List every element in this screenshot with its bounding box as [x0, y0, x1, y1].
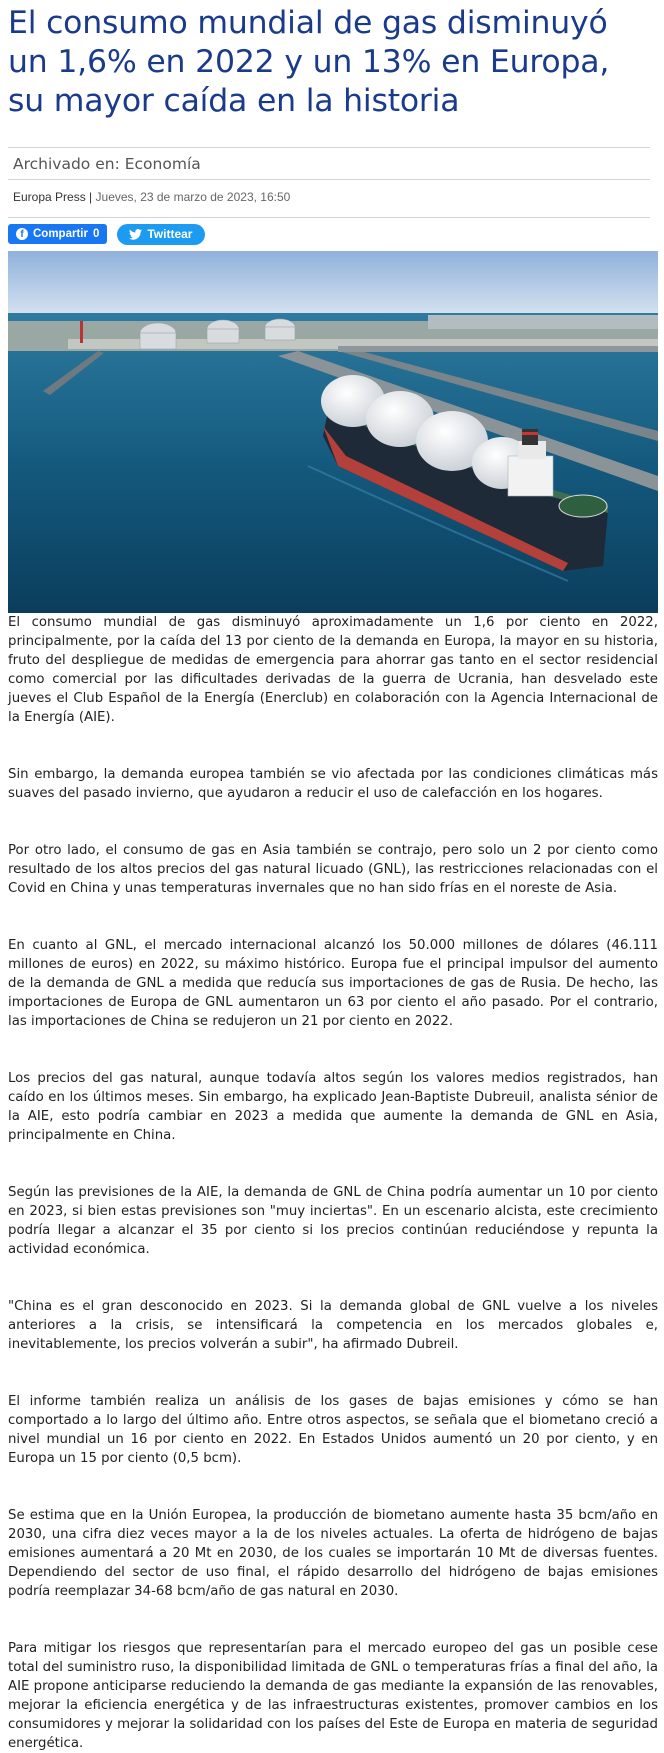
- facebook-share-label: Compartir: [33, 228, 88, 240]
- paragraph: El consumo mundial de gas disminuyó aproximadamente un 1,6 por ciento en 2022, principalmente, por la caída del 13 por ciento de la demanda en Europa, la mayor en su historia, fruto del despliegue de medidas de emergencia para ahorrar gas tanto en el sector residencial como comercial por las dificultades derivadas de la guerra de Ucrania, han desvelado este jueves el Club Español de la Energía (Enerclub) en colaboración con la Agencia Internacional de la Energía (AIE).: [8, 615, 658, 725]
- archived-label: Archivado en:: [13, 155, 120, 173]
- lng-tanker-photo: [8, 251, 658, 613]
- paragraph: Los precios del gas natural, aunque todavía altos según los valores medios registrados, han caído en los últimos meses. Sin embargo, ha explicado Jean-Baptiste Dubreuil, analista sénior de la AIE, esto podría cambiar en 2023 a medida que aumente la demanda de GNL en Asia, principalmente en China.: [8, 1071, 658, 1143]
- article-source: Europa Press: [13, 190, 86, 204]
- article-date: Jueves, 23 de marzo de 2023, 16:50: [95, 190, 291, 204]
- paragraph: "China es el gran desconocido en 2023. Si la demanda global de GNL vuelve a los niveles anteriores a la crisis, se intensificará la competencia en los mercados globales e, inevitablemente, los precios volverán a subir", ha afirmado Dubreil.: [8, 1299, 658, 1352]
- byline: [8, 180, 650, 218]
- article-title: El consumo mundial de gas disminuyó un 1,6% en 2022 y un 13% en Europa, su mayor caída en la historia: [8, 5, 610, 119]
- twitter-share-label: Twittear: [147, 227, 193, 241]
- twitter-bird-icon: [129, 229, 142, 240]
- paragraph: Se estima que en la Unión Europea, la producción de biometano aumente hasta 35 bcm/año en 2030, una cifra diez veces mayor a la de los niveles actuales. La oferta de hidrógeno de bajas emisiones aumentará a 20 Mt en 2030, de los cuales se importarán 10 Mt de diversas fuentes. Dependiendo del sector de uso final, el rápido desarrollo del hidrógeno de bajas emisiones podría reemplazar 34-68 bcm/año de gas natural en 2030.: [8, 1508, 658, 1599]
- paragraph: Sin embargo, la demanda europea también se vio afectada por las condiciones climáticas más suaves del pasado invierno, que ayudaron a reducir el uso de calefacción en los hogares.: [8, 767, 658, 801]
- facebook-share-count: 0: [92, 228, 100, 240]
- paragraph: Para mitigar los riesgos que representarían para el mercado europeo del gas un posible cese total del suministro ruso, la disponibilidad limitada de GNL o temperaturas frías a final del año, la AIE propone anticiparse reduciendo la demanda de gas mediante la expansión de las renovables, mejorar la eficiencia energética y de las infraestructuras existentes, promover cambios en los consumidores y mejorar la solidaridad con los países del Este de Europa en materia de seguridad energética.: [8, 1641, 658, 1751]
- article-body: [8, 613, 658, 1753]
- share-bar: [8, 223, 650, 245]
- paragraph: El informe también realiza un análisis de los gases de bajas emisiones y cómo se han comportado a lo largo del último año. Entre otros aspectos, se señala que el biometano creció a nivel mundial un 16 por ciento en 2022. En Estados Unidos aumentó un 20 por ciento, y en Europa un 15 por ciento (0,5 bcm).: [8, 1394, 658, 1466]
- facebook-icon: f: [16, 228, 28, 240]
- paragraph: Según las previsiones de la AIE, la demanda de GNL de China podría aumentar un 10 por ciento en 2023, si bien estas previsiones son "muy inciertas". En un escenario alcista, este crecimiento podría llegar a alcanzar el 35 por ciento si los precios continúan reduciéndose y repunta la actividad económica.: [8, 1185, 658, 1257]
- paragraph: Por otro lado, el consumo de gas en Asia también se contrajo, pero solo un 2 por ciento como resultado de los altos precios del gas natural licuado (GNL), las restricciones relacionadas con el Covid en China y unas temperaturas invernales que no han sido frías en el noreste de Asia.: [8, 843, 658, 896]
- archived-in: [8, 147, 650, 180]
- archived-category-link[interactable]: Economía: [124, 155, 201, 173]
- byline-separator: |: [89, 190, 93, 204]
- paragraph: En cuanto al GNL, el mercado internacional alcanzó los 50.000 millones de dólares (46.111 millones de euros) en 2022, su máximo histórico. Europa fue el principal impulsor del aumento de la demanda de GNL a medida que reducía sus importaciones de gas de Rusia. De hecho, las importaciones de Europa de GNL aumentaron un 63 por ciento el año pasado. Por el contrario, las importaciones de China se redujeron un 21 por ciento en 2022.: [8, 938, 658, 1029]
- facebook-share-button[interactable]: [8, 224, 107, 244]
- twitter-share-button[interactable]: [117, 224, 205, 245]
